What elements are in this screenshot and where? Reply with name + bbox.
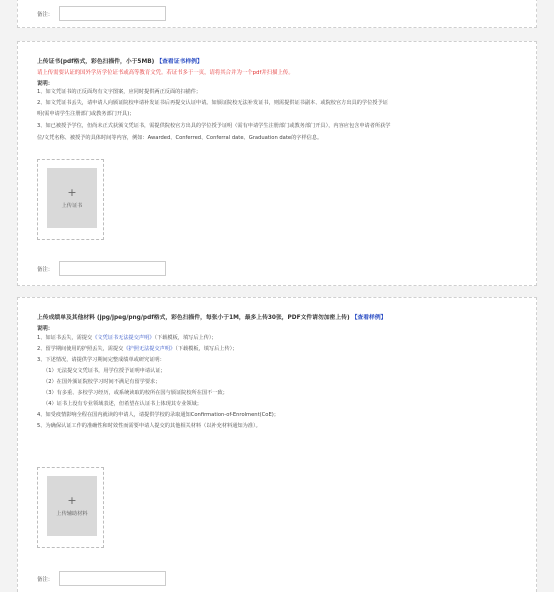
upload-certificate-label: 上传证书 [61, 203, 83, 209]
passport-statement-link[interactable]: 《护照无法提交声明》 [123, 346, 176, 352]
materials-title-text: 上传成绩单及其他材料 (jpg/jpeg/png/pdf格式，彩色扫描件，每张小于1M，最多上传30张，PDF文件请勿加密上传) [37, 315, 350, 321]
materials-upload-button[interactable] [47, 476, 97, 536]
certificate-note-line: 3、如已被授予学位，但尚未正式获颁文凭证书，需提供院校官方出具的学位授予证明（需有申请学生注册部门或教务部门开具），内容应包含申请者所获学 [37, 123, 391, 129]
materials-note-line: 3、下述情况，请提供学习期间完整成绩单或研究证明： [37, 357, 165, 363]
materials-note-line: 4、如受疫情影响全程在国内就读的申请人，请提供学校的录取通知Confirmation-of-Enrolment(CoE)； [37, 412, 279, 418]
materials-note-line: （2）在国外颁证院校学习时间不满足有留学要求； [43, 379, 161, 385]
materials-note-row [37, 571, 166, 586]
materials-note-line: （4）证书上没有专业领域表述，但希望在认证书上体现其专业领域； [43, 401, 202, 407]
materials-note-input[interactable] [59, 571, 166, 586]
note-input[interactable] [59, 6, 166, 21]
view-materials-sample-link[interactable]: 【查看样例】 [351, 315, 387, 321]
upload-materials-label: 上传辅助材料 [56, 511, 88, 517]
certificate-upload-button[interactable] [47, 168, 97, 228]
materials-note-line: 5、为确保认证工作的准确性和时效性而需要申请人提交的其他相关材料（以补充材料通知为准）。 [37, 423, 261, 429]
materials-explain-label: 说明： [37, 326, 54, 332]
certificate-warning: 请上传需要认证的国外学历学位证书或高等教育文凭。若证书多于一页，请将其合并为一个pdf并扫描上传。 [37, 70, 294, 76]
certificate-note-line: 明(需申请学生注册部门或教务部门开具)； [37, 111, 135, 117]
view-certificate-sample-link[interactable]: 【查看证书样例】 [156, 59, 203, 65]
certificate-note-line: 2、如文凭证书丢失，请申请人向颁证院校申请补发证书后再提交认证申请。如颁证院校无法补发证书，则需提供证书副本、或院校官方出具的学位授予证 [37, 100, 388, 106]
plus-icon: + [67, 186, 77, 199]
certificate-note-row [37, 261, 166, 276]
certificate-note-line: 1、如文凭证书的正反面均有文字图案，应同时提供两正反面的扫描件； [37, 89, 202, 95]
certificate-section-title [37, 56, 203, 65]
materials-note-line: （1）无法提交文凭证书，用学位授予证明申请认证； [43, 368, 166, 374]
diploma-statement-link[interactable]: 《文凭证书无法提交声明》 [92, 335, 155, 341]
note-label: 备注： [37, 576, 54, 583]
certificate-explain-label: 说明： [37, 81, 54, 87]
note-row-top [37, 6, 166, 21]
note-label: 备注： [37, 266, 54, 273]
certificate-note-line: 位/文凭名称、被授予的具体时间等内容，例如：Awarded、Conferred、Conferral date、Graduation date的字样信息。 [37, 135, 323, 141]
materials-note-line: （3）有多重、多校学习经历，或系统读取的校所在国与颁证院校所在国不一致； [43, 390, 228, 396]
materials-note-line: 2、留学期间使用的护照丢失，需提交《护照无法提交声明》（下载模板，填写后上传）； [37, 346, 238, 352]
note-label: 备注： [37, 11, 54, 18]
materials-section-title [37, 312, 386, 321]
certificate-note-input[interactable] [59, 261, 166, 276]
materials-upload-box[interactable] [37, 467, 104, 548]
certificate-upload-box[interactable] [37, 159, 104, 240]
plus-icon: + [67, 494, 77, 507]
materials-note-line: 1、如证书丢失，需提交《文凭证书无法提交声明》（下载模板，填写后上传）； [37, 335, 217, 341]
certificate-title-text: 上传证书(pdf格式，彩色扫描件，小于5MB) [37, 59, 155, 65]
